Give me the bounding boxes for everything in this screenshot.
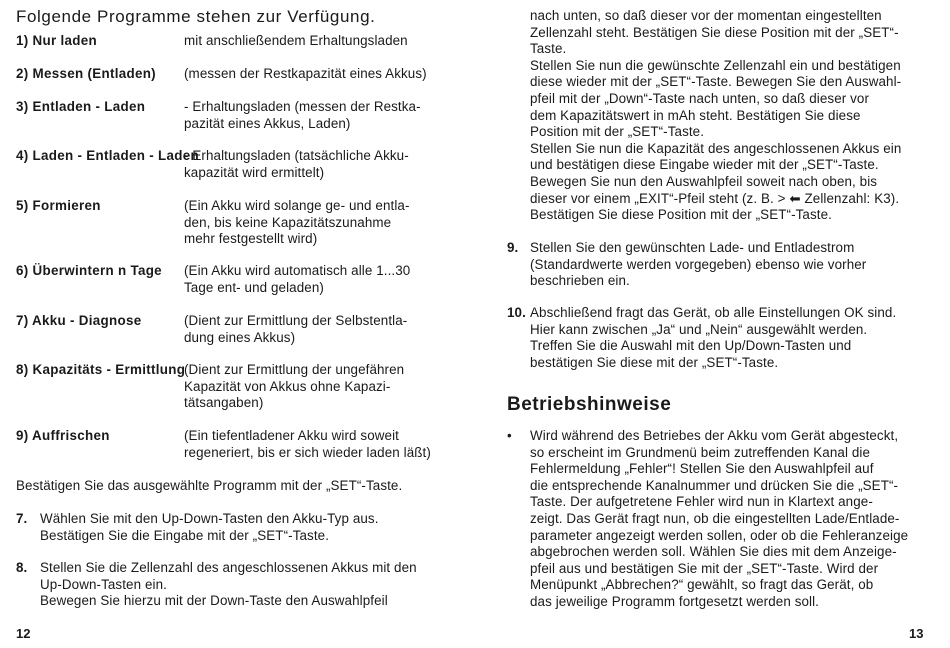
- program-name: 9) Auffrischen: [16, 428, 110, 443]
- bullet-mark: •: [507, 428, 512, 443]
- program-desc: (Ein tiefentladener Akku wird soweit: [184, 428, 399, 443]
- section-heading: Betriebshinweise: [507, 394, 672, 415]
- program-desc: (Ein Akku wird solange ge- und entla-: [184, 198, 410, 213]
- continuation-line: Stellen Sie nun die Kapazität des angeschlossenen Akkus ein: [530, 140, 902, 156]
- program-desc: mehr festgestellt wird): [184, 231, 318, 247]
- step-line: Hier kann zwischen „Ja“ und „Nein“ ausgewählt werden.: [530, 321, 868, 337]
- confirm-program-text: Bestätigen Sie das ausgewählte Programm mit der „SET“-Taste.: [16, 478, 403, 493]
- program-name: 5) Formieren: [16, 198, 101, 213]
- step-line: bestätigen Sie diese mit der „SET“-Taste.: [530, 354, 779, 370]
- continuation-line: nach unten, so daß dieser vor der momentan eingestellten: [530, 8, 882, 23]
- program-desc: kapazität wird ermittelt): [184, 164, 325, 180]
- bullet-line: Menüpunkt „Abbrechen?“ gewählt, so fragt das Gerät, ob: [530, 577, 874, 593]
- step-number: 8.: [16, 560, 28, 575]
- program-name: 7) Akku - Diagnose: [16, 313, 142, 328]
- continuation-line: Bestätigen Sie diese Position mit der „SET“-Taste.: [530, 207, 832, 223]
- step-line: (Standardwerte werden vorgegeben) ebenso wie vorher: [530, 256, 867, 272]
- continuation-line: Stellen Sie nun die gewünschte Zellenzahl ein und bestätigen: [530, 57, 901, 73]
- step-line: Stellen Sie die Zellenzahl des angeschlossenen Akkus mit den: [40, 560, 417, 575]
- bullet-line: das jeweilige Programm fortgesetzt werden soll.: [530, 593, 820, 609]
- program-desc: - Erhaltungsladen (messen der Restka-: [184, 99, 421, 114]
- program-desc: pazität eines Akkus, Laden): [184, 115, 351, 131]
- step-line: Bestätigen Sie die Eingabe mit der „SET“-Taste.: [40, 527, 330, 543]
- page-number-right: 13: [909, 626, 924, 641]
- program-name: 2) Messen (Entladen): [16, 66, 156, 81]
- program-name: 8) Kapazitäts - Ermittlung: [16, 362, 186, 377]
- step-line: Stellen Sie den gewünschten Lade- und Entladestrom: [530, 240, 855, 255]
- intro-text: Folgende Programme stehen zur Verfügung.: [16, 7, 376, 26]
- bullet-line: parameter angezeigt werden sollen, oder ob die Fehleranzeige: [530, 527, 909, 543]
- continuation-line: Taste.: [530, 41, 567, 57]
- program-desc: (Dient zur Ermittlung der Selbstentla-: [184, 313, 408, 328]
- continuation-line: Bewegen Sie nun den Auswahlpfeil soweit nach oben, bis: [530, 173, 878, 189]
- step-line: beschrieben ein.: [530, 273, 630, 289]
- program-desc: regeneriert, bis er sich wieder laden läßt): [184, 444, 431, 460]
- bullet-line: so erscheint im Grundmenü beim zutreffenden Kanal die: [530, 444, 871, 460]
- bullet-line: die entsprechende Kanalnummer und drücken Sie die „SET“-: [530, 477, 899, 493]
- program-name: 3) Entladen - Laden: [16, 99, 146, 114]
- program-desc: mit anschließendem Erhaltungsladen: [184, 33, 408, 48]
- program-desc: - Erhaltungsladen (tatsächliche Akku-: [184, 148, 409, 163]
- continuation-line: Position mit der „SET“-Taste.: [530, 124, 705, 140]
- program-desc: (Dient zur Ermittlung der ungefähren: [184, 362, 405, 377]
- program-desc: Kapazität von Akkus ohne Kapazi-: [184, 378, 391, 394]
- page-number-left: 12: [16, 626, 31, 641]
- step-8-continuation: [530, 8, 920, 224]
- bullet-line: Taste. Der aufgetretene Fehler wird nun in Klartext ange-: [530, 494, 873, 510]
- right-page: [475, 0, 950, 648]
- bullet-line: zeigt. Das Gerät fragt nun, ob die eingestellten Lade/Entlade-: [530, 510, 900, 526]
- program-desc: dung eines Akkus): [184, 329, 296, 345]
- continuation-line: pfeil mit der „Down“-Taste nach unten, so daß dieser vor: [530, 90, 870, 106]
- continuation-line: und bestätigen diese Eingabe wieder mit der „SET“-Taste.: [530, 157, 879, 173]
- step-line: Treffen Sie die Auswahl mit den Up/Down-Tasten und: [530, 338, 852, 354]
- bullet-line: Fehlermeldung „Fehler“! Stellen Sie den Auswahlpfeil auf: [530, 461, 874, 477]
- step-number: 10.: [507, 305, 526, 320]
- step-line: Abschließend fragt das Gerät, ob alle Einstellungen OK sind.: [530, 305, 897, 320]
- program-desc: den, bis keine Kapazitätszunahme: [184, 214, 392, 230]
- step-line: Bewegen Sie hierzu mit der Down-Taste den Auswahlpfeil: [40, 593, 388, 609]
- continuation-line: dem Kapazitätswert in mAh steht. Bestätigen Sie diese: [530, 107, 861, 123]
- continuation-line: diese wieder mit der „SET“-Taste. Bewegen Sie den Auswahl-: [530, 74, 902, 90]
- bullet-line: Wird während des Betriebes der Akku vom Gerät abgesteckt,: [530, 428, 899, 443]
- continuation-line: Zellenzahl steht. Bestätigen Sie diese Position mit der „SET“-: [530, 24, 899, 40]
- program-name: 6) Überwintern n Tage: [16, 263, 162, 278]
- step-number: 9.: [507, 240, 519, 255]
- step-number: 7.: [16, 511, 28, 526]
- step-line: Up-Down-Tasten ein.: [40, 576, 167, 592]
- bullet-line: abgebrochen werden soll. Wählen Sie dies mit dem Anzeige-: [530, 544, 897, 560]
- program-name: 1) Nur laden: [16, 33, 97, 48]
- program-desc: (Ein Akku wird automatisch alle 1...30: [184, 263, 411, 278]
- program-desc: (messen der Restkapazität eines Akkus): [184, 66, 427, 81]
- program-desc: tätsangaben): [184, 395, 264, 411]
- bullet-line: pfeil aus und bestätigen Sie mit der „SET“-Taste. Wird der: [530, 560, 879, 576]
- continuation-line: dieser vor einem „EXIT“-Pfeil steht (z. B. > ⬅ Zellenzahl: K3).: [530, 190, 900, 206]
- program-desc: Tage ent- und geladen): [184, 279, 324, 295]
- program-name: 4) Laden - Entladen - Laden: [16, 148, 199, 163]
- step-line: Wählen Sie mit den Up-Down-Tasten den Akku-Typ aus.: [40, 511, 379, 526]
